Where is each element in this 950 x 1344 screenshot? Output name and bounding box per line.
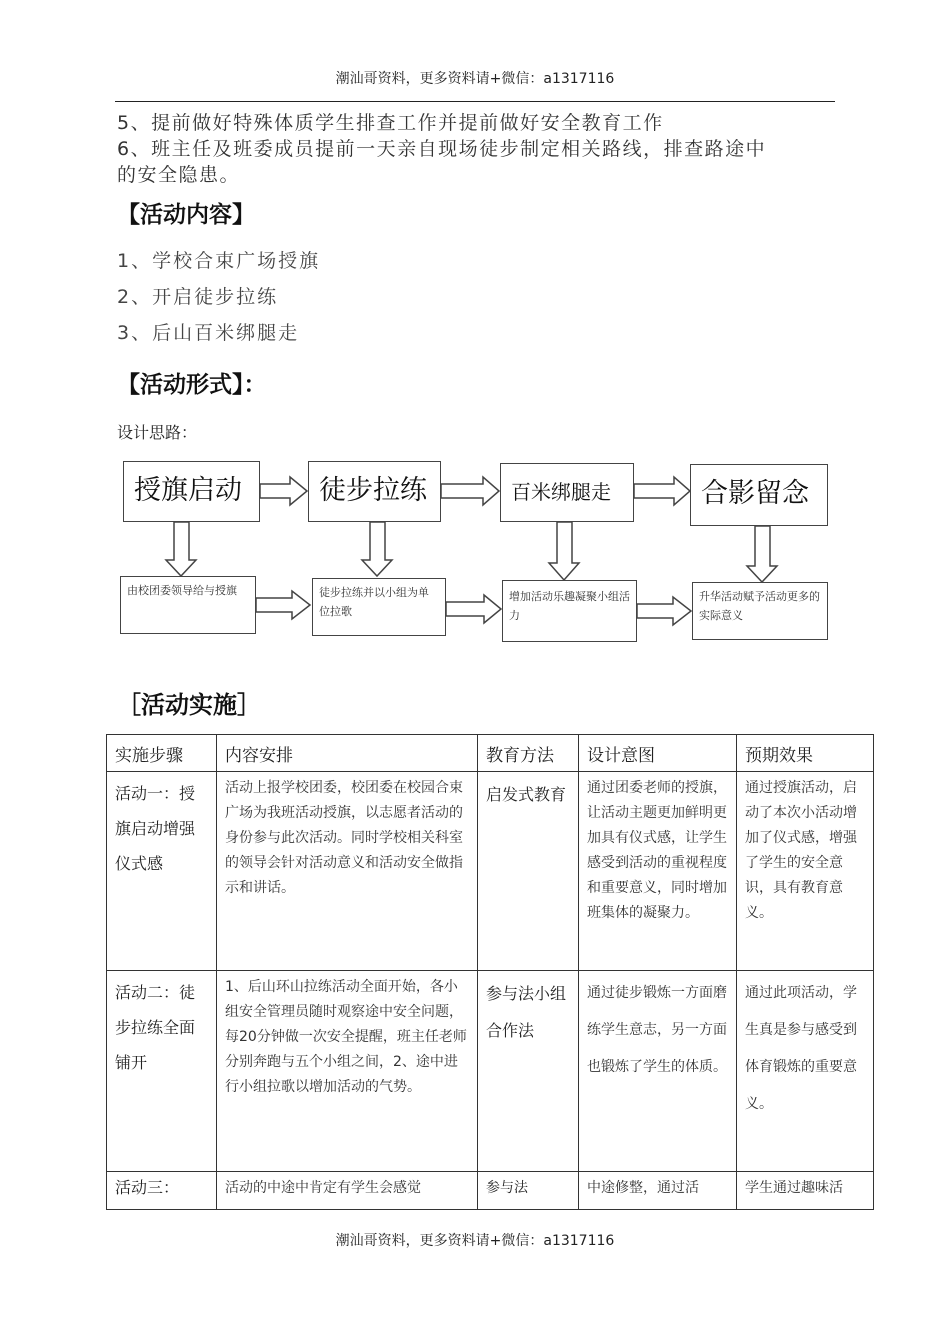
col-header-method: 教育方法	[478, 735, 579, 772]
arrow-right-icon	[446, 595, 501, 623]
table-row	[107, 971, 874, 1172]
col-header-content: 内容安排	[217, 735, 478, 772]
flow-detail-3: 增加活动乐趣凝聚小组活力	[502, 580, 637, 642]
implementation-table	[106, 734, 874, 1210]
arrow-right-icon	[634, 477, 690, 505]
section-heading-impl: ［活动实施］	[117, 691, 261, 719]
flow-stage-2: 徒步拉练	[308, 461, 441, 522]
table-row	[107, 1172, 874, 1210]
flow-stage-4: 合影留念	[690, 464, 828, 526]
flow-detail-4: 升华活动赋予活动更多的实际意义	[692, 582, 828, 640]
cell-step: 活动一：授旗启动增强仪式感	[107, 772, 217, 971]
cell-effect: 通过授旗活动，启动了本次小活动增加了仪式感，增强了学生的安全意识，具有教育意义。	[737, 772, 874, 971]
arrow-down-icon	[362, 522, 392, 576]
intro-line-6: 6、班主任及班委成员提前一天亲自现场徒步制定相关路线，排查路途中	[117, 138, 767, 160]
content-item-2: 2、开启徒步拉练	[117, 286, 279, 308]
flow-detail-2: 徒步拉练并以小组为单位拉歌	[312, 578, 446, 636]
intro-line-5: 5、提前做好特殊体质学生排查工作并提前做好安全教育工作	[117, 112, 664, 134]
arrow-right-icon	[441, 477, 499, 505]
flow-detail-1: 由校团委领导给与授旗	[120, 576, 256, 634]
cell-method: 启发式教育	[478, 772, 579, 971]
cell-method: 参与法小组合作法	[478, 971, 579, 1172]
cell-content: 活动的中途中肯定有学生会感觉	[217, 1172, 478, 1210]
section-heading-content: 【活动内容】	[117, 202, 255, 228]
table-row	[107, 772, 874, 971]
table-header-row	[107, 735, 874, 772]
col-header-step: 实施步骤	[107, 735, 217, 772]
col-header-design: 设计意图	[579, 735, 737, 772]
page-footer: 潮汕哥资料，更多资料请+微信：a1317116	[335, 1233, 615, 1249]
col-header-effect: 预期效果	[737, 735, 874, 772]
cell-design: 中途修整，通过活	[579, 1172, 737, 1210]
cell-step: 活动二：徒步拉练全面铺开	[107, 971, 217, 1172]
arrow-down-icon	[166, 522, 196, 576]
arrow-down-icon	[549, 522, 579, 580]
cell-design: 通过团委老师的授旗，让活动主题更加鲜明更加具有仪式感，让学生感受到活动的重视程度和重要意义，同时增加班集体的凝聚力。	[579, 772, 737, 971]
page-header: 潮汕哥资料，更多资料请+微信：a1317116	[335, 71, 615, 87]
arrow-right-icon	[256, 591, 310, 619]
flow-stage-3: 百米绑腿走	[500, 463, 634, 522]
cell-step: 活动三：	[107, 1172, 217, 1210]
intro-line-6-cont: 的安全隐患。	[117, 164, 241, 186]
cell-effect: 学生通过趣味活	[737, 1172, 874, 1210]
content-item-1: 1、学校合束广场授旗	[117, 250, 321, 272]
design-label: 设计思路：	[117, 423, 198, 442]
content-item-3: 3、后山百米绑腿走	[117, 322, 300, 344]
arrow-right-icon	[637, 597, 691, 625]
cell-design: 通过徒步锻炼一方面磨练学生意志，另一方面也锻炼了学生的体质。	[579, 971, 737, 1172]
arrow-right-icon	[260, 477, 307, 505]
cell-content: 1、后山环山拉练活动全面开始，各小组安全管理员随时观察途中安全问题，每20分钟做一次安全提醒，班主任老师分别奔跑与五个小组之间，2、途中进行小组拉歌以增加活动的气势。	[217, 971, 478, 1172]
arrow-down-icon	[747, 526, 777, 582]
cell-effect: 通过此项活动，学生真是参与感受到体育锻炼的重要意义。	[737, 971, 874, 1172]
cell-content: 活动上报学校团委，校团委在校园合束广场为我班活动授旗，以志愿者活动的身份参与此次活动。同时学校相关科室的领导会针对活动意义和活动安全做指示和讲话。	[217, 772, 478, 971]
flow-stage-1: 授旗启动	[123, 461, 260, 522]
cell-method: 参与法	[478, 1172, 579, 1210]
section-heading-form: 【活动形式】：	[117, 372, 267, 398]
